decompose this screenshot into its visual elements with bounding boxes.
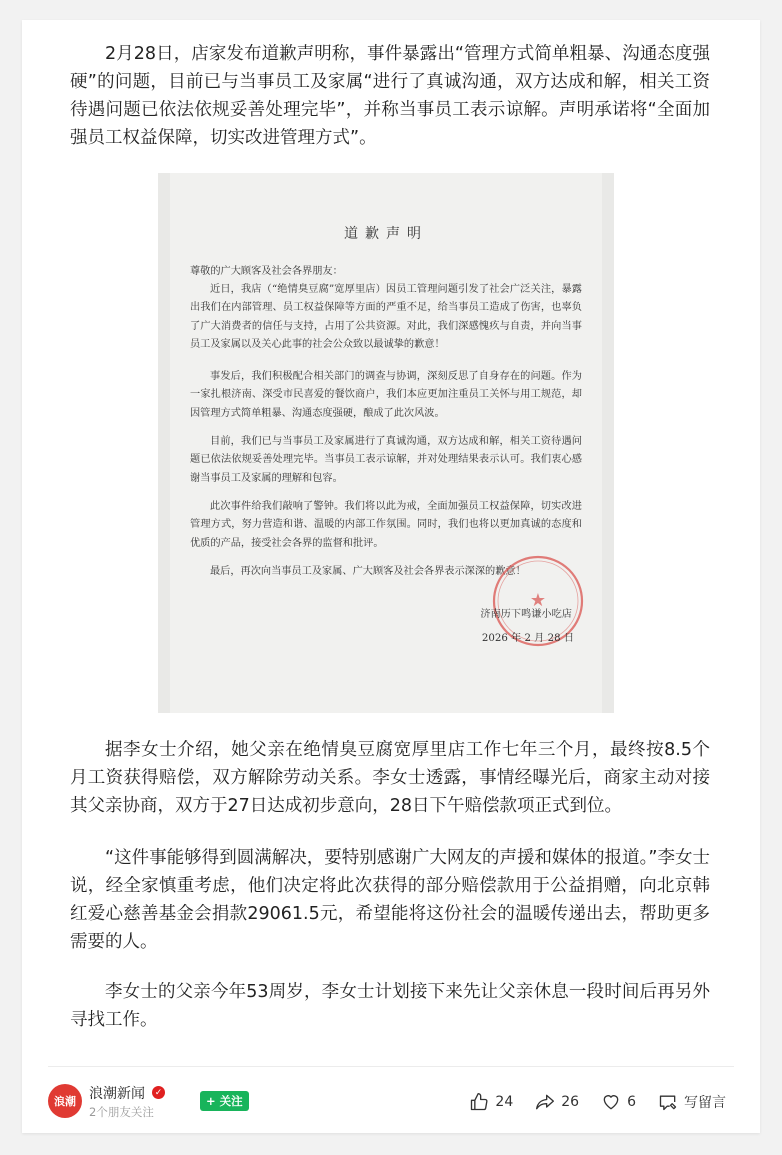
statement-paragraph: 近日，我店（“绝情臭豆腐”宽厚里店）因员工管理问题引发了社会广泛关注，暴露出我们在内部管理、员工权益保障等方面的严重不足，给当事员工造成了伤害，也辜负了广大消费者的信任与支持，占用了公共资源。对此，我们深感愧疚与自责，并向当事员工及家属以及关心此事的社会公众致以最诚挚的歉意！ xyxy=(190,284,582,351)
comment-button[interactable] xyxy=(658,1092,726,1112)
article-paragraph: 据李女士介绍，她父亲在绝情臭豆腐宽厚里店工作七年三个月，最终按8.5个月工资获得赔偿，双方解除劳动关系。李女士透露，事情经曝光后，商家主动对接其父亲协商，双方于27日达成初步意向，28日下午赔偿款项正式到位。 xyxy=(70,740,710,816)
friends-following-text: 2个朋友关注 xyxy=(89,1105,154,1119)
statement-greeting: 尊敬的广大顾客及社会各界朋友： xyxy=(190,266,343,277)
statement-title: 道歉声明 xyxy=(344,226,428,242)
comment-edit-icon xyxy=(658,1092,678,1112)
article-paragraph: “这件事能够得到圆满解决，要特别感谢广大网友的声援和媒体的报道。”李女士说，经全家慎重考虑，他们决定将此次获得的部分赔偿款用于公益捐赠，向北京韩红爱心慈善基金会捐款29061.5元，希望能将这份社会的温暖传递出去，帮助更多需要的人。 xyxy=(70,848,710,952)
thumbs-up-icon xyxy=(469,1092,489,1112)
favorite-count: 6 xyxy=(627,1094,636,1110)
footer-divider xyxy=(48,1066,734,1067)
statement-paragraph: 此次事件给我们敲响了警钟。我们将以此为戒，全面加强员工权益保障，切实改进管理方式，努力营造和谐、温暖的内部工作氛围。同时，我们也将以更加真诚的态度和优质的产品，接受社会各界的监督和批评。 xyxy=(190,501,582,549)
like-button[interactable] xyxy=(469,1092,513,1112)
share-arrow-icon xyxy=(535,1092,555,1112)
statement-paragraph: 事发后，我们积极配合相关部门的调查与协调，深刻反思了自身存在的问题。作为一家扎根济南、深受市民喜爱的餐饮商户，我们本应更加注重员工关怀与用工规范，却因管理方式简单粗暴、沟通态度强硬，酿成了此次风波。 xyxy=(190,371,582,419)
article-card xyxy=(22,20,760,1133)
statement-paper xyxy=(170,173,602,713)
apology-statement-image[interactable] xyxy=(158,173,614,713)
like-count: 24 xyxy=(495,1094,514,1110)
statement-signature: 济南历下鸣谦小吃店 xyxy=(480,609,572,620)
article-paragraph: 2月28日，店家发布道歉声明称，事件暴露出“管理方式简单粗暴、沟通态度强硬”的问题，目前已与当事员工及家属“进行了真诚沟通，双方达成和解，相关工资待遇问题已依法依规妥善处理完毕”，并称当事员工表示谅解。声明承诺将“全面加强员工权益保障，切实改进管理方式”。 xyxy=(70,44,710,148)
heart-icon xyxy=(601,1092,621,1112)
favorite-button[interactable] xyxy=(601,1092,636,1112)
share-button[interactable] xyxy=(535,1092,579,1112)
follow-button[interactable]: + 关注 xyxy=(200,1091,249,1111)
source-name[interactable]: 浪潮新闻 xyxy=(89,1086,145,1102)
share-count: 26 xyxy=(561,1094,580,1110)
article-footer xyxy=(48,1080,734,1120)
verified-icon: ✓ xyxy=(152,1086,165,1099)
article-paragraph: 李女士的父亲今年53周岁，李女士计划接下来先让父亲休息一段时间后再另外寻找工作。 xyxy=(70,982,710,1030)
source-logo[interactable]: 浪潮 xyxy=(48,1084,82,1118)
svg-text:★: ★ xyxy=(529,590,547,611)
statement-paragraph: 最后，再次向当事员工及家属、广大顾客及社会各界表示深深的歉意！ xyxy=(210,566,526,577)
action-bar xyxy=(447,1090,726,1114)
comment-label: 写留言 xyxy=(684,1095,726,1111)
statement-paragraph: 目前，我们已与当事员工及家属进行了真诚沟通，双方达成和解，相关工资待遇问题已依法依规妥善处理完毕。当事员工表示谅解，并对处理结果表示认可。我们衷心感谢当事员工及家属的理解和包容。 xyxy=(190,436,582,484)
statement-date: 2026 年 2 月 28 日 xyxy=(481,633,574,644)
